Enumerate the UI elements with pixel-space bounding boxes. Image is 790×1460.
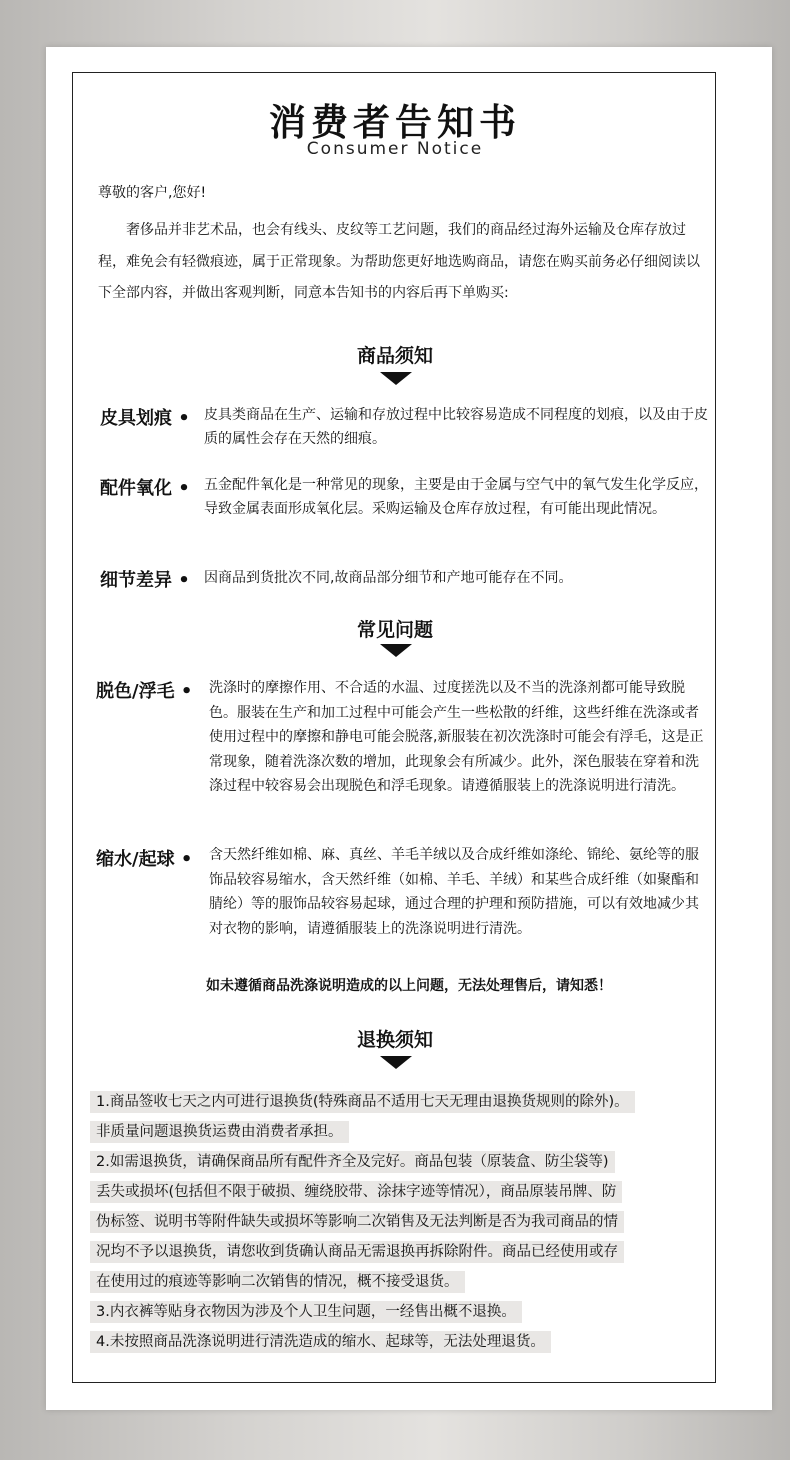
text-shrink-pilling: 含天然纤维如棉、麻、真丝、羊毛羊绒以及合成纤维如涤纶、锦纶、氨纶等的服饰品较容易缩水，含天然纤维（如棉、羊毛、羊绒）和某些合成纤维（如聚酯和腈纶）等的服饰品较容易起球，通过合理的护理和预防措施，可以有效地减少其对衣物的影响，请遵循服装上的洗涤说明进行清洗。	[209, 847, 699, 937]
label-shrink-pilling: 缩水/起球 •	[96, 849, 193, 870]
list-item: 2.如需退换货，请确保商品所有配件齐全及完好。商品包装（原装盒、防尘袋等)	[90, 1146, 712, 1176]
list-item: 非质量问题退换货运费由消费者承担。	[90, 1116, 712, 1146]
section-title-return: 退换须知	[356, 1029, 433, 1051]
arrow-down-icon	[380, 1056, 412, 1069]
list-item: 况均不予以退换货，请您收到货确认商品无需退换再拆除附件。商品已经使用或存	[90, 1236, 712, 1266]
section-title-product: 商品须知	[356, 345, 433, 367]
text-leather-scratch: 皮具类商品在生产、运输和存放过程中比较容易造成不同程度的划痕，以及由于皮质的属性会存在天然的细痕。	[204, 407, 708, 447]
text-fading-lint: 洗涤时的摩擦作用、不合适的水温、过度搓洗以及不当的洗涤剂都可能导致脱色。服装在生产和加工过程中可能会产生一些松散的纤维，这些纤维在洗涤或者使用过程中的摩擦和静电可能会脱落,新服装在初次洗涤时可能会有浮毛，这是正常现象，随着洗涤次数的增加，此现象会有所减少。此外，深色服装在穿着和洗涤过程中较容易会出现脱色和浮毛现象。请遵循服装上的洗涤说明进行清洗。	[209, 680, 704, 794]
label-fading-lint: 脱色/浮毛 •	[96, 681, 193, 702]
text-detail-difference: 因商品到货批次不同,故商品部分细节和产地可能存在不同。	[204, 570, 573, 586]
list-item: 伪标签、说明书等附件缺失或损坏等影响二次销售及无法判断是否为我司商品的情	[90, 1206, 712, 1236]
text-hardware-oxidation: 五金配件氧化是一种常见的现象，主要是由于金属与空气中的氧气发生化学反应，导致金属表面形成氧化层。采购运输及仓库存放过程，有可能出现此情况。	[204, 477, 708, 517]
return-policy-list	[90, 1086, 712, 1356]
label-detail-difference: 细节差异 •	[100, 570, 190, 591]
page-subtitle: Consumer Notice	[306, 139, 484, 159]
intro-paragraph: 奢侈品并非艺术品，也会有线头、皮纹等工艺问题，我们的商品经过海外运输及仓库存放过程，难免会有轻微痕迹，属于正常现象。为帮助您更好地选购商品，请您在购买前务必仔细阅读以下全部内容，并做出客观判断，同意本告知书的内容后再下单购买:	[98, 222, 700, 301]
list-item: 丢失或损坏(包括但不限于破损、缠绕胶带、涂抹字迹等情况），商品原装吊牌、防	[90, 1176, 712, 1206]
label-hardware-oxidation: 配件氧化 •	[100, 478, 190, 499]
section-title-faq: 常见问题	[356, 619, 433, 641]
greeting: 尊敬的客户,您好!	[98, 185, 207, 201]
list-item: 3.内衣裤等贴身衣物因为涉及个人卫生问题，一经售出概不退换。	[90, 1296, 712, 1326]
list-item: 在使用过的痕迹等影响二次销售的情况，概不接受退货。	[90, 1266, 712, 1296]
list-item: 1.商品签收七天之内可进行退换货(特殊商品不适用七天无理由退换货规则的除外)。	[90, 1086, 712, 1116]
arrow-down-icon	[380, 372, 412, 385]
arrow-down-icon	[380, 644, 412, 657]
care-notice: 如未遵循商品洗涤说明造成的以上问题，无法处理售后，请知悉！	[206, 978, 612, 994]
page-title: 消费者告知书	[269, 101, 521, 144]
label-leather-scratch: 皮具划痕 •	[100, 408, 190, 429]
list-item: 4.未按照商品洗涤说明进行清洗造成的缩水、起球等，无法处理退货。	[90, 1326, 712, 1356]
